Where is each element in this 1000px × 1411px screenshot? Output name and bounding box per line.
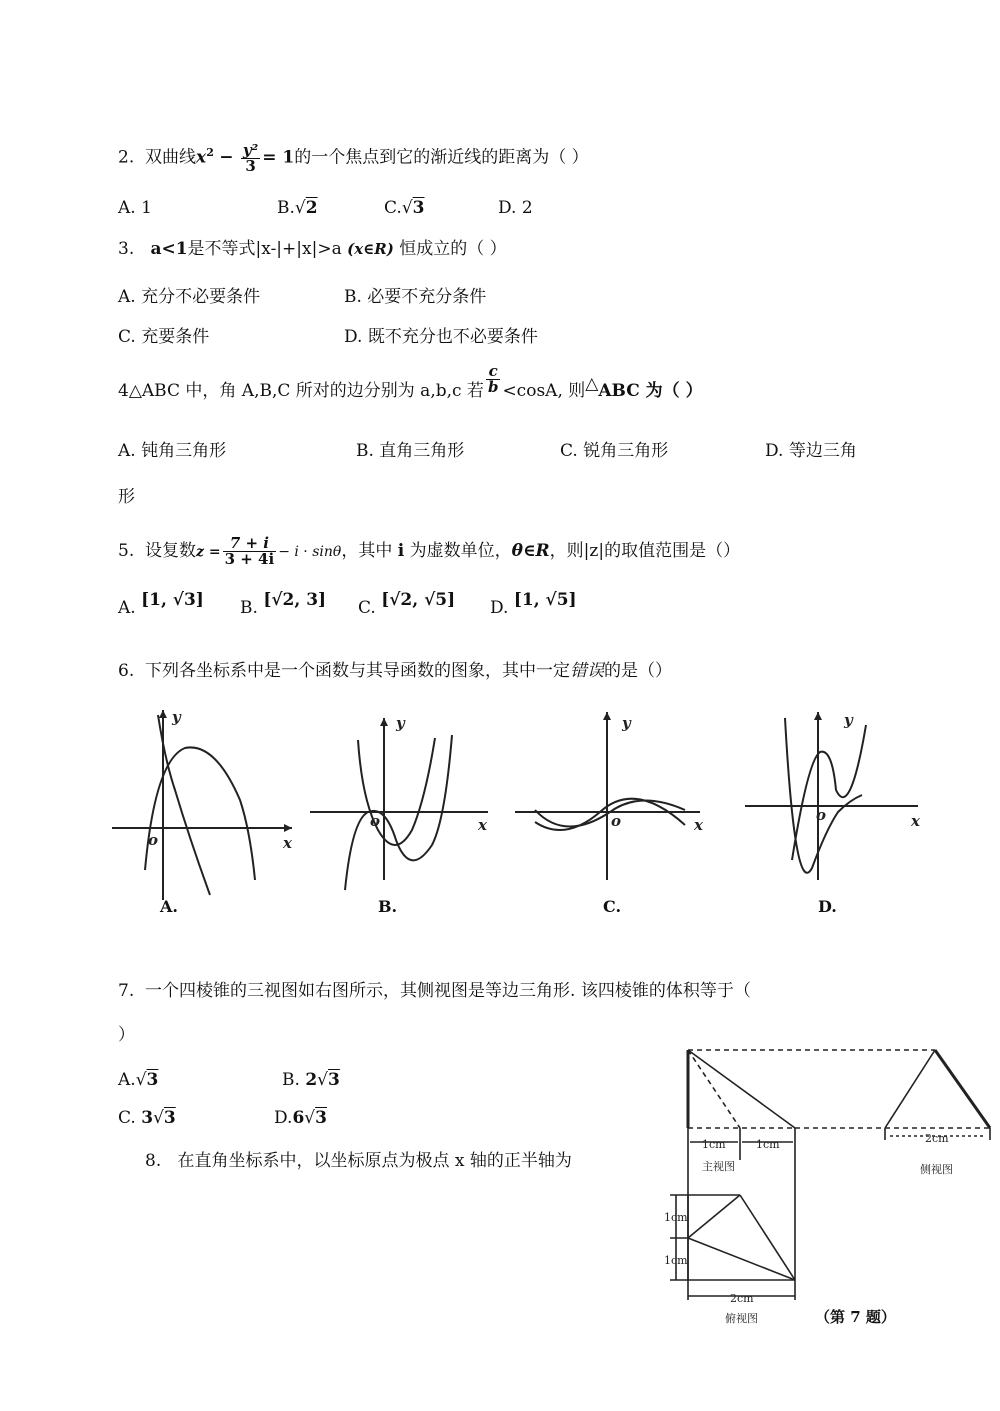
q6d-x-label: x: [911, 812, 920, 830]
q7-option-c-radical: √3: [153, 1108, 176, 1128]
q7-dim-1cm-a: 1cm: [702, 1138, 726, 1151]
q4-triangle-symbol: △: [585, 374, 599, 394]
q6-label-d: D.: [818, 897, 837, 916]
q6-emphasis: 错误: [570, 661, 605, 681]
q5-option-d-value: [1, √5]: [513, 590, 577, 610]
q7-number: 7.: [118, 981, 135, 1001]
q7-figure-caption: （第 7 题）: [815, 1308, 896, 1326]
q7-option-b-radical: √3: [317, 1070, 340, 1090]
q5-frac-num: 7 + i: [223, 536, 277, 552]
q5-option-c-value: [√2, √5]: [381, 590, 456, 610]
q6-pre: 下列各坐标系中是一个函数与其导函数的图象，其中一定: [145, 661, 571, 681]
q5-option-a-value: [1, √3]: [141, 590, 204, 610]
q3-number: 3.: [118, 239, 135, 259]
q6-label-c: C.: [603, 897, 622, 916]
q6-post: 的是（）: [604, 661, 673, 681]
q4-frac-num: c: [486, 364, 501, 380]
q7-dim-1cm-c: 1cm: [664, 1211, 688, 1224]
q2-option-a: A. 1: [118, 198, 152, 218]
q4-post: ABC 为（ ）: [598, 381, 703, 401]
q5-theta: θ∈R: [511, 541, 550, 561]
q5-pre: 设复数: [145, 541, 197, 561]
q7-option-a-value: √3: [135, 1070, 159, 1090]
q2-option-c-label: C.: [384, 198, 402, 218]
q5-mid2: 为虚数单位，: [409, 541, 512, 561]
q6d-origin-label: o: [816, 806, 827, 824]
q6a-y-label: y: [172, 708, 181, 726]
q3-option-d: D. 既不充分也不必要条件: [344, 327, 538, 347]
q2-post: 的一个焦点到它的渐近线的距离为（ ）: [294, 147, 589, 168]
q2-eq-sup: 2: [206, 146, 214, 159]
q3-condition: a<1: [150, 239, 188, 259]
q5-post: ，则|z|的取值范围是（）: [549, 541, 741, 561]
q7-top-view-label: 俯视图: [725, 1312, 758, 1325]
q2-pre: 双曲线: [145, 147, 197, 168]
q6c-y-label: y: [622, 714, 631, 732]
q7-dim-2cm-top: 2cm: [730, 1292, 754, 1305]
q3-text: 是不等式|x-|+|x|>a: [187, 239, 342, 259]
q5-z: z =: [196, 544, 221, 560]
q3-option-c: C. 充要条件: [118, 327, 210, 347]
q6c-origin-label: o: [611, 812, 622, 830]
q7-dim-2cm-side: 2cm: [925, 1132, 949, 1145]
q7-dim-1cm-b: 1cm: [756, 1138, 780, 1151]
q2-option-d: D. 2: [498, 198, 533, 218]
q2-eq-minus: −: [219, 147, 234, 168]
q7-option-b-label: B.: [282, 1070, 300, 1090]
q7-option-a-label: A.: [118, 1070, 136, 1090]
q2-frac-den: 3: [245, 156, 256, 175]
q2-number: 2.: [118, 147, 135, 168]
q5-tail: − i · sinθ: [278, 544, 342, 560]
q8-text: 在直角坐标系中，以坐标原点为极点 x 轴的正半轴为: [177, 1151, 572, 1171]
q7-front-view: [688, 1050, 935, 1128]
q2-option-c-value: √3: [401, 198, 425, 218]
q4-option-c: C. 锐角三角形: [560, 441, 669, 461]
q5-frac-den: 3 + 4i: [224, 550, 275, 568]
q7-option-d-coef: 6: [292, 1108, 305, 1128]
q4-pre: 4△ABC 中，角 A,B,C 所对的边分别为 a,b,c 若: [118, 381, 484, 401]
q7-front-view-label: 主视图: [702, 1160, 735, 1173]
q2-option-b-value: √2: [294, 198, 318, 218]
q5-mid1: ，其中: [341, 541, 393, 561]
q6-label-a: A.: [160, 897, 178, 916]
q6a-x-label: x: [283, 834, 292, 852]
q6a-origin-label: o: [148, 831, 159, 849]
q6-number: 6.: [118, 661, 135, 681]
q7-side-view-label: 侧视图: [920, 1163, 953, 1176]
q6d-y-label: y: [844, 711, 853, 729]
q6b-x-label: x: [478, 816, 487, 834]
q4-option-b: B. 直角三角形: [356, 441, 465, 461]
q5-option-d-label: D.: [490, 598, 509, 618]
q5-option-c-label: C.: [358, 598, 376, 618]
q6b-y-label: y: [396, 714, 405, 732]
q6c-x-label: x: [694, 816, 703, 834]
q3-option-b: B. 必要不充分条件: [344, 287, 487, 307]
q4-option-d-continued: 形: [118, 487, 135, 507]
q7-option-b-coef: 2: [305, 1070, 318, 1090]
q7-side-view: [885, 1050, 990, 1140]
q5-i: i: [397, 541, 405, 561]
q3-option-a: A. 充分不必要条件: [118, 287, 261, 307]
q6b-origin-label: o: [370, 812, 381, 830]
q8-number: 8.: [145, 1151, 162, 1171]
q4-frac-den: b: [487, 378, 499, 396]
q5-option-b-value: [√2, 3]: [263, 590, 327, 610]
q7-text: 一个四棱锥的三视图如右图所示，其侧视图是等边三角形. 该四棱锥的体积等于（: [145, 981, 751, 1001]
q3-post: 恒成立的（ ）: [399, 239, 507, 259]
q3-domain: (x∈R): [347, 240, 394, 258]
q2-eq-a: x: [196, 147, 207, 168]
q2-eq-rhs: = 1: [262, 147, 295, 168]
q4-option-a: A. 钝角三角形: [118, 441, 227, 461]
q7-option-c-label: C.: [118, 1108, 136, 1128]
q6-label-b: B.: [378, 897, 398, 916]
q7-option-d-radical: √3: [304, 1108, 327, 1128]
q5-option-a-label: A.: [118, 598, 136, 618]
q5-number: 5.: [118, 541, 135, 561]
q5-option-b-label: B.: [240, 598, 258, 618]
q7-option-c-coef: 3: [141, 1108, 154, 1128]
q4-mid: <cosA, 则: [502, 381, 586, 401]
q4-option-d: D. 等边三角: [765, 441, 857, 461]
q2-frac-num: y²: [242, 140, 259, 159]
q7-stem-continued: ）: [118, 1025, 135, 1045]
q7-option-d-label: D.: [274, 1108, 293, 1128]
q7-dim-1cm-d: 1cm: [664, 1254, 688, 1267]
q2-option-b-label: B.: [277, 198, 295, 218]
